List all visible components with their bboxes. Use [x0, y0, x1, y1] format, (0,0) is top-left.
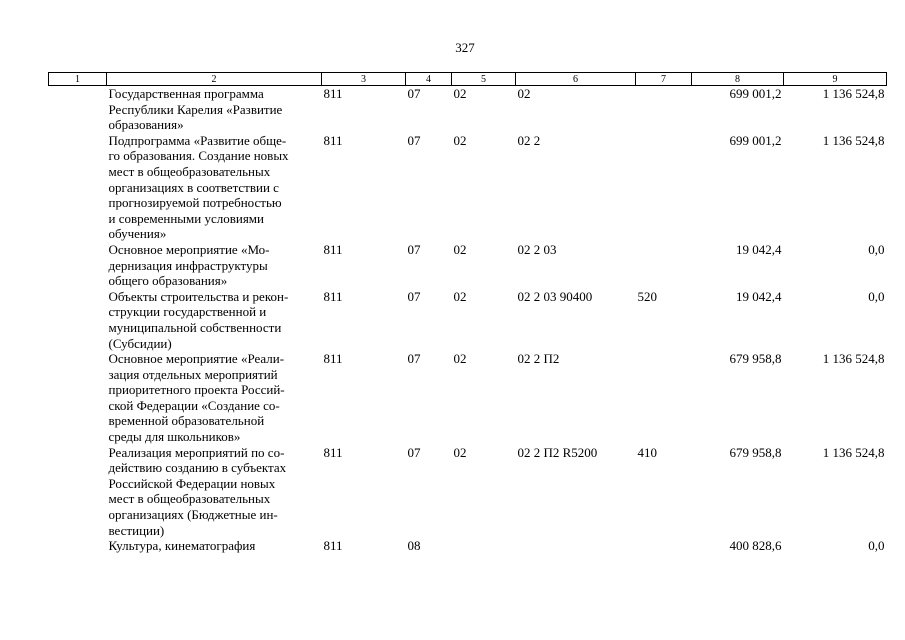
column-header: 3	[322, 73, 406, 86]
cell-name	[107, 289, 322, 351]
cell-col-1	[49, 242, 107, 289]
name-line: временной образовательной	[108, 413, 265, 429]
cell-admin-code: 811	[323, 86, 343, 101]
cell-target-article	[516, 538, 636, 554]
cell-col-1	[49, 538, 107, 554]
name-line: Российской Федерации новых	[108, 475, 276, 491]
cell-amount-1: 400 828,6	[729, 538, 782, 554]
name-line: Культура, кинематография	[108, 538, 256, 554]
name-line: (Субсидии)	[108, 335, 172, 351]
cell-amount-1: 679 958,8	[729, 444, 782, 460]
cell-name	[107, 538, 322, 554]
cell-amount-1: 699 001,2	[729, 86, 782, 101]
name-line: го образования. Создание новых	[108, 148, 289, 164]
cell-target-article: 02	[517, 86, 531, 101]
cell-subsection: 02	[453, 351, 467, 367]
name-line: прогнозируемой потребностью	[108, 195, 282, 211]
name-line: образования»	[108, 117, 184, 133]
name-line: Реализация мероприятий по со-	[108, 444, 285, 460]
table-header	[49, 73, 887, 86]
cell-amount-2: 0,0	[868, 241, 885, 257]
cell-amount-2: 1 136 524,8	[822, 132, 885, 148]
cell-name	[107, 86, 322, 133]
table-body	[49, 86, 887, 554]
column-header: 5	[452, 73, 516, 86]
cell-section: 07	[407, 351, 421, 367]
name-line: среды для школьников»	[108, 429, 241, 445]
cell-target-article: 02 2 П2	[517, 351, 560, 367]
cell-amount-2: 0,0	[868, 538, 885, 554]
name-line: действию созданию в субъектах	[108, 460, 287, 476]
name-line: организациях (Бюджетные ин-	[108, 507, 278, 523]
cell-expense-type	[636, 242, 692, 289]
cell-admin-code: 811	[323, 241, 343, 257]
name-line: зация отдельных мероприятий	[108, 366, 278, 382]
cell-amount-1: 19 042,4	[736, 288, 782, 304]
cell-amount-2: 1 136 524,8	[822, 351, 885, 367]
cell-expense-type	[636, 133, 692, 242]
cell-section: 07	[407, 132, 421, 148]
name-line: Основное мероприятие «Мо-	[108, 241, 270, 257]
name-line: муниципальной собственности	[108, 319, 282, 335]
cell-expense-type: 410	[637, 444, 657, 460]
cell-col-1	[49, 289, 107, 351]
cell-expense-type: 520	[637, 288, 657, 304]
column-header: 4	[406, 73, 452, 86]
table-row	[49, 351, 887, 445]
name-line: мест в общеобразовательных	[108, 163, 271, 179]
cell-name	[107, 351, 322, 445]
budget-table	[48, 72, 887, 554]
cell-section: 07	[407, 444, 421, 460]
table-row	[49, 538, 887, 554]
cell-subsection: 02	[453, 241, 467, 257]
column-header: 1	[49, 73, 107, 86]
name-line: Основное мероприятие «Реали-	[108, 351, 285, 367]
column-header: 8	[692, 73, 784, 86]
cell-col-1	[49, 133, 107, 242]
cell-admin-code: 811	[323, 444, 343, 460]
cell-expense-type	[636, 86, 692, 133]
cell-name	[107, 445, 322, 539]
cell-expense-type	[636, 538, 692, 554]
cell-admin-code: 811	[323, 288, 343, 304]
cell-target-article: 02 2	[517, 132, 541, 148]
cell-target-article: 02 2 03	[517, 241, 557, 257]
cell-target-article: 02 2 П2 R5200	[517, 444, 598, 460]
cell-name	[107, 242, 322, 289]
cell-target-article: 02 2 03 90400	[517, 288, 593, 304]
column-header: 9	[784, 73, 887, 86]
cell-section: 07	[407, 241, 421, 257]
name-line: дернизация инфраструктуры	[108, 257, 268, 273]
cell-admin-code: 811	[323, 351, 343, 367]
cell-subsection: 02	[453, 444, 467, 460]
table-row	[49, 133, 887, 242]
cell-amount-1: 699 001,2	[729, 132, 782, 148]
cell-section: 08	[407, 538, 421, 554]
cell-col-1	[49, 351, 107, 445]
name-line: организациях в соответствии с	[108, 179, 279, 195]
cell-col-1	[49, 86, 107, 133]
cell-amount-2: 0,0	[868, 288, 885, 304]
cell-expense-type	[636, 351, 692, 445]
name-line: приоритетного проекта Россий-	[108, 382, 285, 398]
column-header: 2	[107, 73, 322, 86]
name-line: общего образования»	[108, 273, 228, 289]
cell-subsection	[452, 538, 516, 554]
column-header: 6	[516, 73, 636, 86]
table-row	[49, 242, 887, 289]
cell-amount-2: 1 136 524,8	[822, 86, 885, 101]
cell-subsection: 02	[453, 132, 467, 148]
name-line: и современными условиями	[108, 210, 264, 226]
table-row	[49, 289, 887, 351]
cell-admin-code: 811	[323, 538, 343, 554]
name-line: обучения»	[108, 226, 167, 242]
cell-subsection: 02	[453, 86, 467, 101]
table-row	[49, 445, 887, 539]
cell-amount-1: 679 958,8	[729, 351, 782, 367]
name-line: вестиции)	[108, 522, 165, 538]
cell-subsection: 02	[453, 288, 467, 304]
name-line: Подпрограмма «Развитие обще-	[108, 132, 287, 148]
name-line: ской Федерации «Создание со-	[108, 397, 280, 413]
column-number-row	[49, 73, 887, 86]
table-row	[49, 86, 887, 133]
cell-name	[107, 133, 322, 242]
name-line: Государственная программа	[108, 86, 264, 101]
cell-col-1	[49, 445, 107, 539]
cell-section: 07	[407, 86, 421, 101]
name-line: струкции государственной и	[108, 304, 267, 320]
name-line: мест в общеобразовательных	[108, 491, 271, 507]
name-line: Республики Карелия «Развитие	[108, 101, 283, 117]
column-header: 7	[636, 73, 692, 86]
cell-amount-1: 19 042,4	[736, 241, 782, 257]
cell-section: 07	[407, 288, 421, 304]
cell-admin-code: 811	[323, 132, 343, 148]
name-line: Объекты строительства и рекон-	[108, 288, 289, 304]
cell-amount-2: 1 136 524,8	[822, 444, 885, 460]
page-number: 327	[455, 40, 475, 55]
